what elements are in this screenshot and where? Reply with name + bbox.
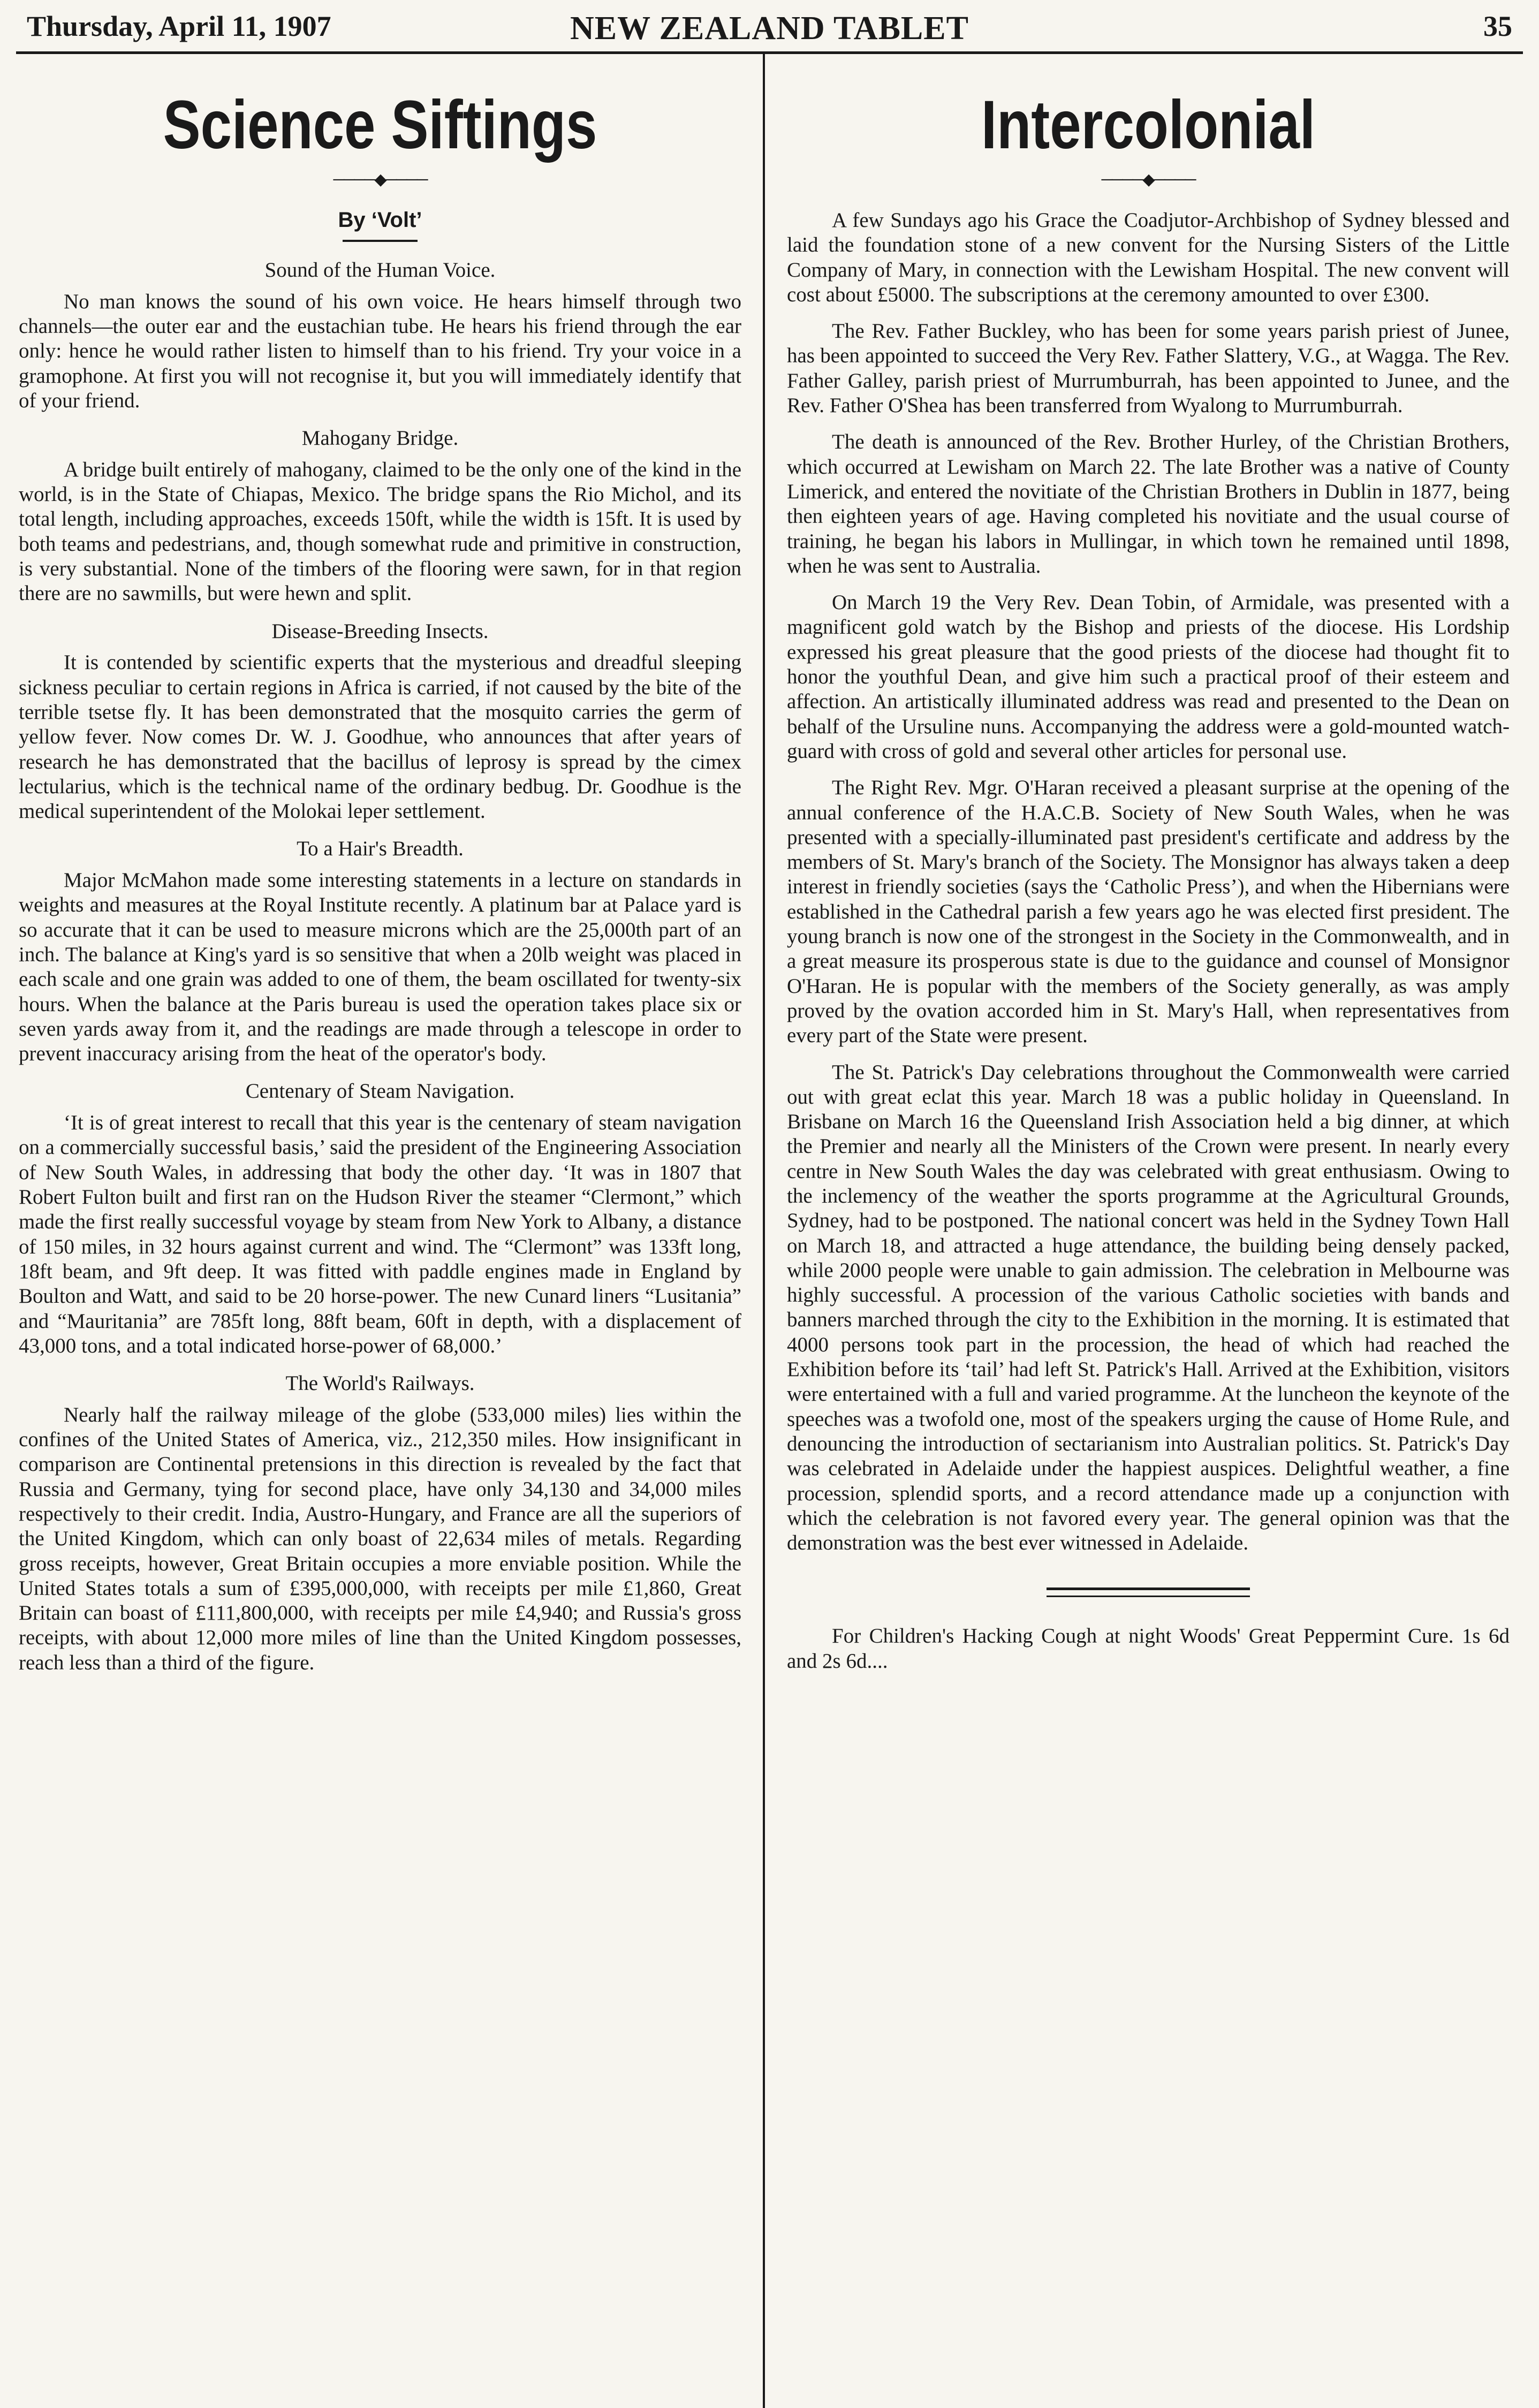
article-paragraph: Nearly half the railway mileage of the globe (533,000 miles) lies within the confines of the United States of America, viz., 212,350 miles. How insignificant in comparison are Continental pretensions in this direction is revealed by the fact that Russia and Germany, tying for second place, have only 34,130 and 34,000 miles respectively to their credit. India, Austro-Hungary, and France are all the superiors of the United Kingdom, which can only boast of 22,634 miles of metals. Regarding gross receipts, however, Great Britain occupies a more enviable position. While the United States totals a sum of £395,000,000, with receipts per mile £1,860, Great Britain can boast of £111,800,000, with receipts per mile £4,940; and Russia's gross receipts, with about 12,000 more miles of line than the United Kingdom possesses, reach less than a third of the figure.	[19, 1403, 741, 1674]
article-paragraph: It is contended by scientific experts that the mysterious and dreadful sleeping sickness peculiar to certain regions in Africa is carried, if not caused by the bite of the terrible tsetse fly. It has been demonstrated that the mosquito carries the germ of yellow fever. Now comes Dr. W. J. Goodhue, who announces that after years of research he has demonstrated that the bacillus of leprosy is spread by the cimex lectularius, which is the technical name of the ordinary bedbug. Dr. Goodhue is the medical superintendent of the Molokai leper settlement.	[19, 651, 741, 823]
news-item: On March 19 the Very Rev. Dean Tobin, of Armidale, was presented with a magnificent gold watch by the Bishop and priests of the diocese. His Lordship expressed his great pleasure that the good priests of the diocese had thought fit to honor the youthful Dean, and give him such a practical proof of their esteem and affection. An artistically illuminated address was read and presented to the Dean on behalf of the Ursuline nuns. Accompanying the address were a gold-mounted watch-guard with cross of gold and several other articles for personal use.	[787, 591, 1510, 763]
section-heading: Centenary of Steam Navigation.	[245, 1080, 515, 1103]
news-item: The St. Patrick's Day celebrations throughout the Commonwealth were carried out with great eclat this year. March 18 was a public holiday in Queensland. In Brisbane on March 16 the Queensland Irish Association held a big dinner, at which the Premier and nearly all the Ministers of the Crown were present. In nearly every centre in New South Wales the day was celebrated with great enthusiasm. Owing to the inclemency of the weather the sports programme at the Agricultural Grounds, Sydney, had to be postponed. The national concert was held in the Sydney Town Hall on March 18, and attracted a huge attendance, the building being densely packed, while 2000 people were unable to gain admission. The celebration in Melbourne was highly successful. A procession of the various Catholic societies with bands and banners marched through the city to the Exhibition in the morning. It is estimated that 4000 persons took part in the procession, the head of which had reached the Exhibition before its ‘tail’ had left St. Patrick's Hall. Arrived at the Exhibition, visitors were entertained with a full and varied programme. At the luncheon the keynote of the speeches was a twofold one, most of the speakers urging the cause of Home Rule, and denouncing the introduction of sectarianism into Australian politics. St. Patrick's Day was celebrated in Adelaide under the happiest auspices. Delightful weather, a fine procession, splendid sports, and a record attendance made up a conjunction with which the celebration is not favored every year. The general opinion was that the demonstration was the best ever witnessed in Adelaide.	[787, 1060, 1510, 1555]
article-paragraph: ‘It is of great interest to recall that this year is the centenary of steam navigation on a commercially successful basis,’ said the president of the Engineering Association of New South Wales, in addressing that body the other day. ‘It was in 1807 that Robert Fulton built and first ran on the Hudson River the steamer “Clermont,” which made the first really successful voyage by steam from New York to Albany, a distance of 150 miles, in 32 hours against current and wind. The “Clermont” was 133ft long, 18ft beam, and 9ft deep. It was fitted with paddle engines made in England by Boulton and Watt, and said to be 20 horse-power. The new Cunard liners “Lusitania” and “Mauritania” are 785ft long, 88ft beam, 60ft in depth, with a displacement of 43,000 tons, and a total indicated horse-power of 68,000.’	[19, 1111, 741, 1357]
column-title: Intercolonial	[981, 87, 1316, 163]
news-item: The Right Rev. Mgr. O'Haran received a pleasant surprise at the opening of the annual conference of the H.A.C.B. Society of New South Wales, when he was presented with a specially-illuminated past president's certificate and address by the members of St. Mary's branch of the Society. The Monsignor has always taken a deep interest in friendly societies (says the ‘Catholic Press’), and when the Hibernians were established in the Cathedral parish a few years ago he was elected first president. The young branch is now one of the strongest in the Society in the Commonwealth, and in a great measure its prosperous state is due to the guidance and counsel of Monsignor O'Haran. He is popular with the members of the Society generally, as was amply proved by the ovation accorded him in St. Mary's Hall, when representatives from every part of the State were present.	[787, 776, 1510, 1047]
end-rule-thin	[1047, 1596, 1250, 1597]
intercolonial-column	[787, 64, 1510, 2403]
science-siftings-column	[19, 64, 741, 2403]
news-item: The death is announced of the Rev. Brother Hurley, of the Christian Brothers, which occurred at Lewisham on March 22. The late Brother was a native of County Limerick, and entered the novitiate of the Christian Brothers in Dublin in 1877, being then eighteen years of age. Having completed his novitiate and the usual course of training, he began his labors in Mullingar, in which town he remained until 1898, when he was sent to Australia.	[787, 430, 1510, 578]
page-header	[16, 10, 1523, 54]
ornament-rule: ────◆────	[1101, 171, 1195, 188]
ornament-rule: ────◆────	[333, 171, 427, 188]
byline-rule	[343, 240, 418, 242]
end-rule	[1047, 1587, 1250, 1590]
page-number: 35	[1483, 10, 1512, 42]
article-paragraph: Major McMahon made some interesting statements in a lecture on standards in weights and measures at the Royal Institute recently. A platinum bar at Palace yard is so accurate that it can be used to measure microns which are the 25,000th part of an inch. The balance at King's yard is so sensitive that when a 20lb weight was placed in each scale and one grain was added to one of them, the beam oscillated for twenty-six hours. When the balance at the Paris bureau is used the operation takes place six or seven yards away from it, and the readings are made through a telescope in order to prevent inaccuracy arising from the heat of the operator's body.	[19, 869, 741, 1066]
column-divider	[763, 54, 765, 2408]
masthead: NEW ZEALAND TABLET	[570, 10, 969, 47]
article-paragraph: No man knows the sound of his own voice. He hears himself through two channels—the outer ear and the eustachian tube. He hears his friend through the ear only: hence he would rather listen to himself than to his friend. Try your voice in a gramophone. At first you will not recognise it, but you will immediately identify that of your friend.	[19, 290, 741, 412]
column-title: Science Siftings	[163, 87, 597, 163]
section-heading: To a Hair's Breadth.	[297, 837, 464, 861]
section-heading: The World's Railways.	[285, 1372, 475, 1395]
section-heading: Disease-Breeding Insects.	[271, 619, 489, 643]
advertisement: For Children's Hacking Cough at night Woods' Great Peppermint Cure. 1s 6d and 2s 6d....	[787, 1624, 1510, 1673]
article-paragraph: A bridge built entirely of mahogany, claimed to be the only one of the kind in the world, is in the State of Chiapas, Mexico. The bridge spans the Rio Michol, and its total length, including approaches, exceeds 150ft, while the width is 15ft. It is used by both teams and pedestrians, and, though somewhat rude and primitive in construction, is very substantial. None of the timbers of the flooring were sawn, for in that region there are no sawmills, but were hewn and split.	[19, 458, 741, 605]
issue-date: Thursday, April 11, 1907	[27, 10, 331, 42]
news-item: The Rev. Father Buckley, who has been for some years parish priest of Junee, has been appointed to succeed the Very Rev. Father Slattery, V.G., at Wagga. The Rev. Father Galley, parish priest of Murrumburrah, has been appointed to Junee, and the Rev. Father O'Shea has been transferred from Wyalong to Murrumburrah.	[787, 320, 1510, 417]
news-item: A few Sundays ago his Grace the Coadjutor-Archbishop of Sydney blessed and laid the foundation stone of a new convent for the Nursing Sisters of the Little Company of Mary, in connection with the Lewisham Hospital. The new convent will cost about £5000. The subscriptions at the ceremony amounted to over £300.	[787, 209, 1510, 306]
byline: By ‘Volt’	[338, 208, 422, 232]
section-heading: Mahogany Bridge.	[301, 427, 459, 450]
section-heading: Sound of the Human Voice.	[264, 259, 496, 282]
